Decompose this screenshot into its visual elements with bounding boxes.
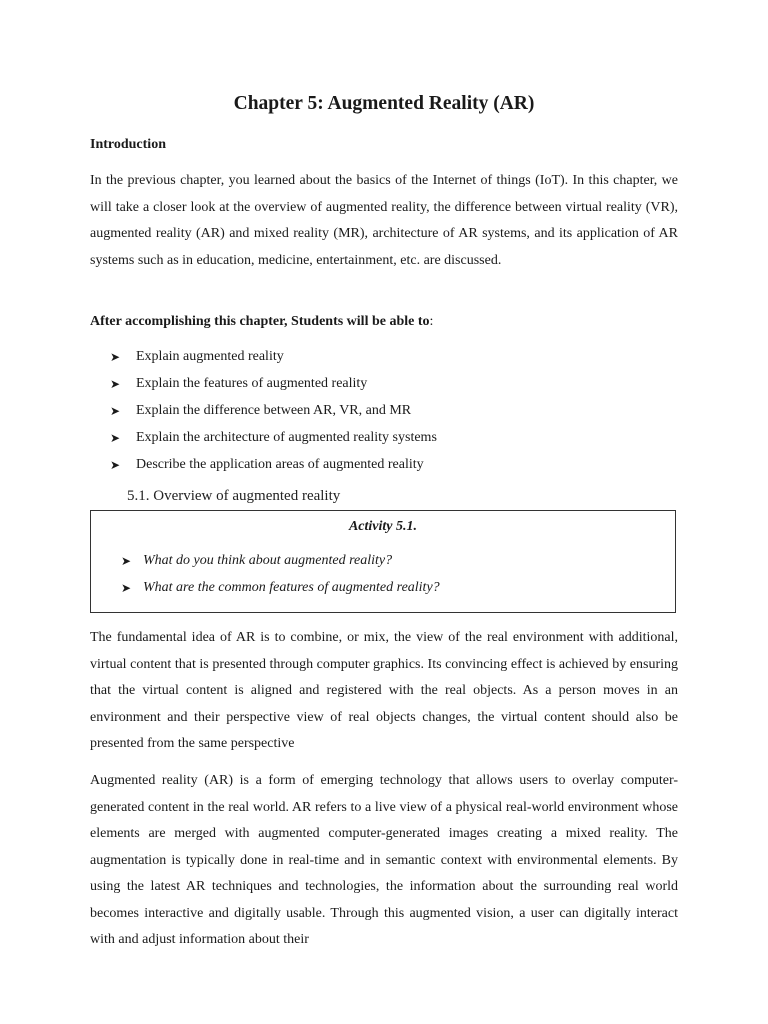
objective-text: Explain the difference between AR, VR, and MR: [136, 403, 412, 418]
objective-text: Explain the features of augmented reality: [136, 376, 368, 391]
list-item: [110, 370, 437, 397]
arrow-bullet-icon: ➤: [110, 376, 121, 391]
objective-text: Explain the architecture of augmented reality systems: [136, 430, 437, 445]
objectives-heading-colon: :: [429, 314, 434, 329]
arrow-bullet-icon: ➤: [121, 580, 132, 595]
activity-title: Activity 5.1.: [348, 519, 418, 534]
arrow-bullet-icon: ➤: [110, 349, 121, 364]
fundamental-paragraph: The fundamental idea of AR is to combine, or mix, the view of the real environment with additional, virtual content that is presented through computer graphics. Its convincing effect is achieved by ensuring that the virtual content is aligned and registered with the real objects. As a person moves in an environment and their perspective view of real objects changes, the virtual content should also be presented from the same perspective: [90, 630, 678, 751]
arrow-bullet-icon: ➤: [110, 457, 121, 472]
objective-text: Explain augmented reality: [136, 349, 284, 364]
objectives-heading-text: After accomplishing this chapter, Students will be able to: [90, 314, 430, 329]
objectives-list: [110, 343, 437, 478]
objective-text: Describe the application areas of augmented reality: [136, 457, 424, 472]
activity-questions: [121, 547, 440, 601]
activity-question: What are the common features of augmented reality?: [143, 580, 440, 595]
arrow-bullet-icon: ➤: [121, 553, 132, 568]
chapter-title: Chapter 5: Augmented Reality (AR): [233, 93, 535, 114]
intro-paragraph: In the previous chapter, you learned about the basics of the Internet of things (IoT). In this chapter, we will take a closer look at the overview of augmented reality, the difference between virtual reality (VR), augmented reality (AR) and mixed reality (MR), architecture of AR systems, and its application of AR systems such as in education, medicine, entertainment, etc. are discussed.: [90, 173, 678, 268]
list-item: [121, 574, 440, 601]
activity-question: What do you think about augmented reality?: [143, 553, 393, 568]
objectives-heading: [90, 314, 433, 330]
list-item: [110, 424, 437, 451]
introduction-heading: Introduction: [90, 137, 166, 152]
list-item: [121, 547, 440, 574]
list-item: [110, 451, 437, 478]
arrow-bullet-icon: ➤: [110, 430, 121, 445]
activity-box: [90, 510, 676, 613]
arrow-bullet-icon: ➤: [110, 403, 121, 418]
list-item: [110, 397, 437, 424]
definition-paragraph: Augmented reality (AR) is a form of emerging technology that allows users to overlay computer-generated content in the real world. AR refers to a live view of a physical real-world environment whose elements are merged with augmented computer-generated images creating a mixed reality. The augmentation is typically done in real-time and in semantic context with environmental elements. By using the latest AR techniques and technologies, the information about the surrounding real world becomes interactive and digitally usable. Through this augmented vision, a user can digitally interact with and adjust information about their: [90, 773, 678, 947]
list-item: [110, 343, 437, 370]
section-heading: 5.1. Overview of augmented reality: [127, 488, 341, 504]
